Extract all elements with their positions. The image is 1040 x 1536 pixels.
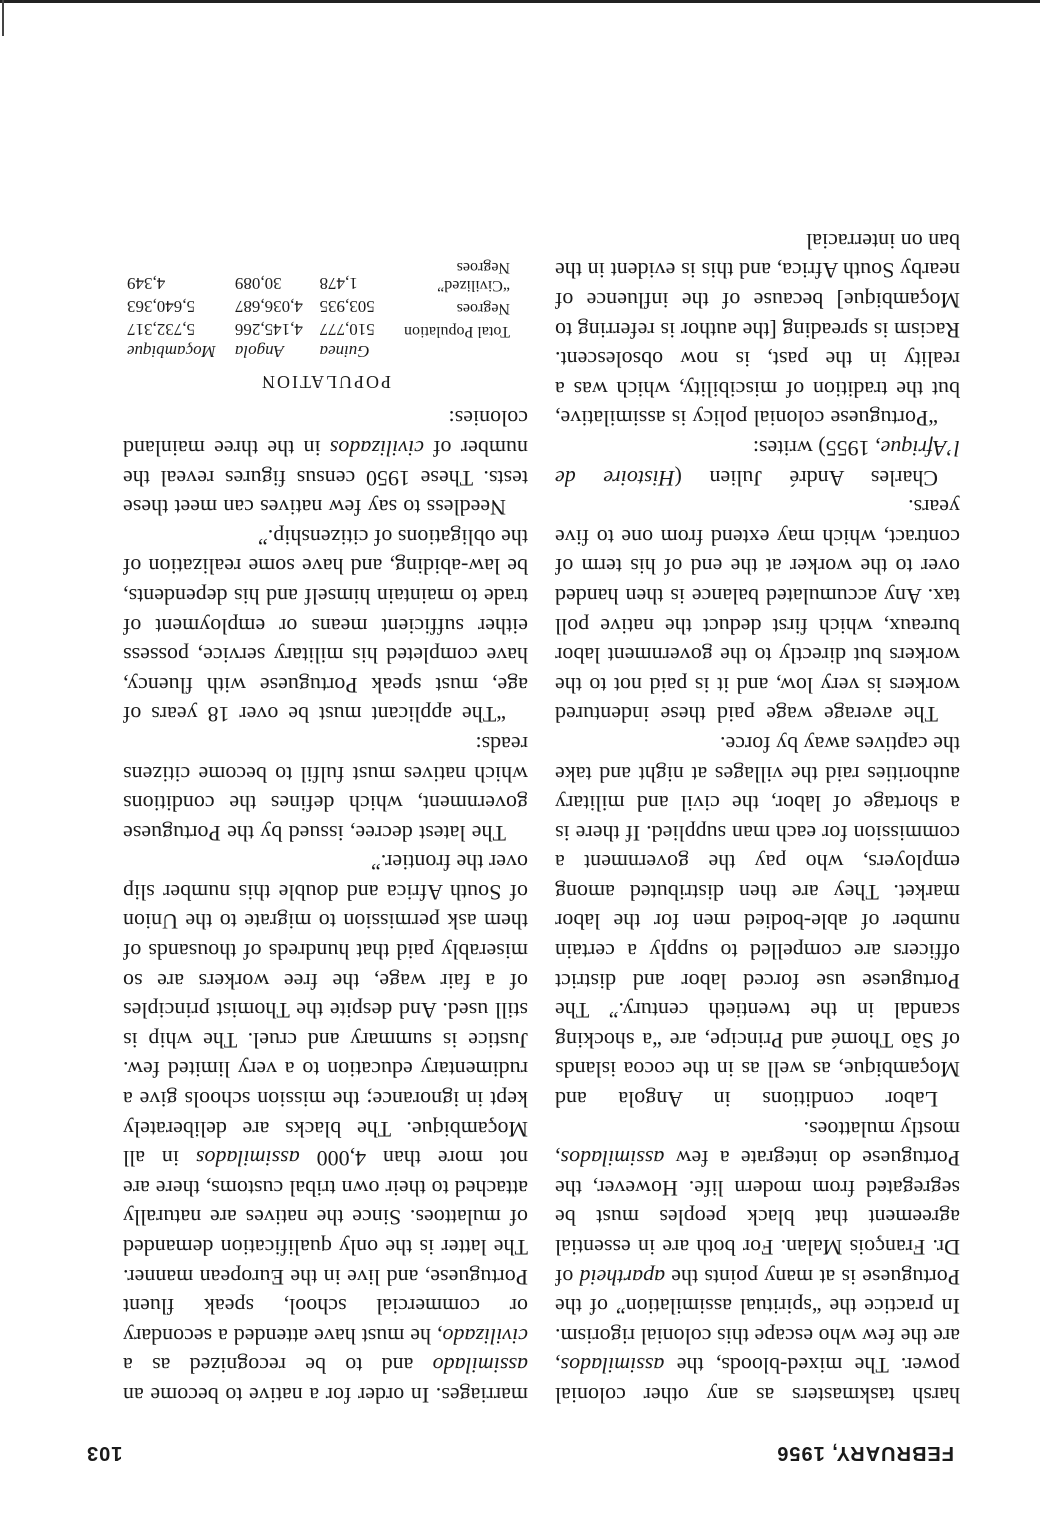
table-cell: 4,349 [127,274,166,294]
table-row [123,318,528,341]
header-date: FEBRUARY, 1956 [776,1442,954,1464]
row-label: Negroes [456,300,510,318]
right-column [123,257,528,1410]
row-label: “Civilized” Negroes [437,259,510,295]
paragraph-assimilation: marriages. In order for a native to become an assimilado and to be recognized as a civilizado, he must have attended a secondary or commercial school, speak fluent Portuguese, and live in the European manner. The latter is the only qualification demanded of mulattoes. Since the natives are naturally attached to their own tribal customs, there are not more than 4,000 assimilados in all Moçambique. The blacks are deliberately kept in ignorance; the mission schools give a rudimentary education to a very limited few. Justice is summary and cruel. The whip is still used. And despite the Thomist principles of a fair wage, the free workers are so miserably paid that hundreds of thousands of them ask permission to migrate to the Union of South Africa and double this number slip over the frontier.” [123,850,528,1408]
table-header-cell [386,341,528,362]
table-cell: 4,036,687 [234,297,303,317]
paragraph-julien-intro: Charles André Julien (Histoire de l’Afrique, 1955) writes: [555,436,960,491]
table-cell: 30,089 [234,274,282,294]
paragraph-labor-conditions: Labor conditions in Angola and Moçambique, as well as in the cocoa islands of São Thomé and Principe, are “a shocking scandal in the twentieth century.” The Portuguese use forced labor and district officers are compelled to supply a certain number of able-bodied men for the labor market. They are then distributed among employers, who pay the government a commission for each man supplied. If there is a shortage of labor, the civil and military authorities raid the villages at night and take the captives away by force. [555,731,960,1113]
table-cell: 503,935 [319,297,375,317]
table-header-row [123,341,528,362]
table-cell: 1,478 [319,274,358,294]
paragraph-continuation: harsh taskmasters as any other colonial power. The mixed-bloods, the assimilados, are the few who escape this colonial rigorism. In practice the “spiritual assimilation” of the Portuguese is at many points the apartheid of Dr. François Malan. For both are in essential agreement that black peoples must be segregated from modern life. However, the Portuguese do integrate a few assimilados, mostly mulattoes. [554,1116,960,1408]
table-header-cell: Guinea [319,342,370,362]
table-row [123,295,528,318]
paragraph-julien-quote: “Portuguese colonial policy is assimilative, but the tradition of miscibility, which was a reality in the past, is now obsolescent. Racism is spreading [the author is referring to Moçambique] because of the influence of nearby South Africa, and this is evident in the ban on interracial [555,228,960,432]
table-title: POPULATION [260,371,392,392]
table-cell: 5,732,317 [127,320,195,340]
left-column [555,226,960,1410]
paragraph-wages: The average wage paid these indentured workers is very low, and it is paid not to the workers but directly to the government labor bureaux, which first deduct the native poll tax. Any accumulated balance is then handed over to the worker at the end of his term of contract, which may extend from one to five years. [555,495,960,728]
table-row [123,257,528,295]
table-cell: 510,777 [319,320,375,340]
paragraph-decree-quote: “The applicant must be over 18 years of age, must speak Portuguese with fluency, have completed his military service, possess either sufficient means or employment of trade to maintain himself and his dependents, be law-abiding, and have some realization of the obligations of citizenship.” [123,524,528,728]
row-label: Total Population [404,323,510,341]
table-header-cell: Angola [234,342,284,362]
page-number: 103 [86,1442,123,1464]
table-header-cell: Moçambique [127,342,216,362]
paragraph-decree: The latest decree, issued by the Portuguese government, which defines the conditions which natives must fulfil to become citizens reads: [123,731,528,846]
population-table [123,257,528,362]
page-header [80,1430,960,1470]
table-cell: 5,640,363 [127,297,195,317]
table-cell: 4,145,266 [234,320,303,340]
paragraph-census: Needless to say few natives can meet these tests. These 1950 census figures reveal the number of civilizados in the three mainland colonies: [122,406,528,521]
